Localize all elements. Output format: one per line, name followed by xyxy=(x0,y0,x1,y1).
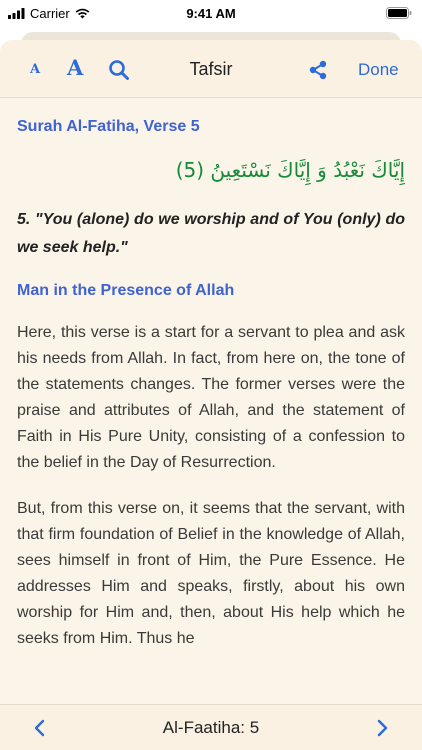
tafsir-content[interactable] xyxy=(17,98,405,704)
decrease-font-button[interactable]: A xyxy=(30,62,41,77)
navigation-bar xyxy=(0,40,422,98)
search-button[interactable] xyxy=(108,59,130,81)
status-bar xyxy=(0,0,422,26)
verse-translation: 5. "You (alone) do we worship and of You (only) do we seek help." xyxy=(17,211,405,256)
bottom-bar xyxy=(0,704,422,750)
status-right xyxy=(386,7,412,19)
current-verse-label: Al-Faatiha: 5 xyxy=(162,718,260,737)
section-heading: Man in the Presence of Allah xyxy=(17,282,235,299)
commentary-paragraph: Here, this verse is a start for a servant to plea and ask his needs from Allah. In fact, from here on, the tone of the statements changes. The former verses were the praise and attributes of Allah, and the statement of Faith in His Pure Unity, consisting of a confession to the belief in the Day of Resurrection. xyxy=(17,324,405,471)
page-title: Tafsir xyxy=(189,59,233,79)
commentary-paragraph: But, from this verse on, it seems that the servant, with that firm foundation of Belief in the knowledge of Allah, sees himself in front of Him, the Pure Essence. He addresses Him and speaks, firstly, about his own worship for Him and, then, about His help which he seeks from Him. Thus he xyxy=(17,500,405,647)
signal-icon xyxy=(8,8,25,19)
done-button[interactable]: Done xyxy=(358,60,399,79)
search-icon xyxy=(108,59,130,81)
next-verse-button[interactable] xyxy=(372,718,392,738)
battery-icon xyxy=(386,7,412,19)
verse-reference: Surah Al-Fatiha, Verse 5 xyxy=(17,118,200,135)
arabic-verse: إِيَّاكَ نَعْبُدُ وَ إِيَّاكَ نَسْتَعِينُ (5) xyxy=(175,158,405,182)
carrier-label: Carrier xyxy=(30,5,70,21)
share-button[interactable] xyxy=(308,60,328,80)
status-left xyxy=(8,6,90,21)
chevron-right-icon xyxy=(372,718,392,738)
share-icon xyxy=(308,60,328,80)
wifi-icon xyxy=(75,8,90,19)
status-time: 9:41 AM xyxy=(186,5,236,21)
increase-font-button[interactable]: A xyxy=(67,55,84,80)
